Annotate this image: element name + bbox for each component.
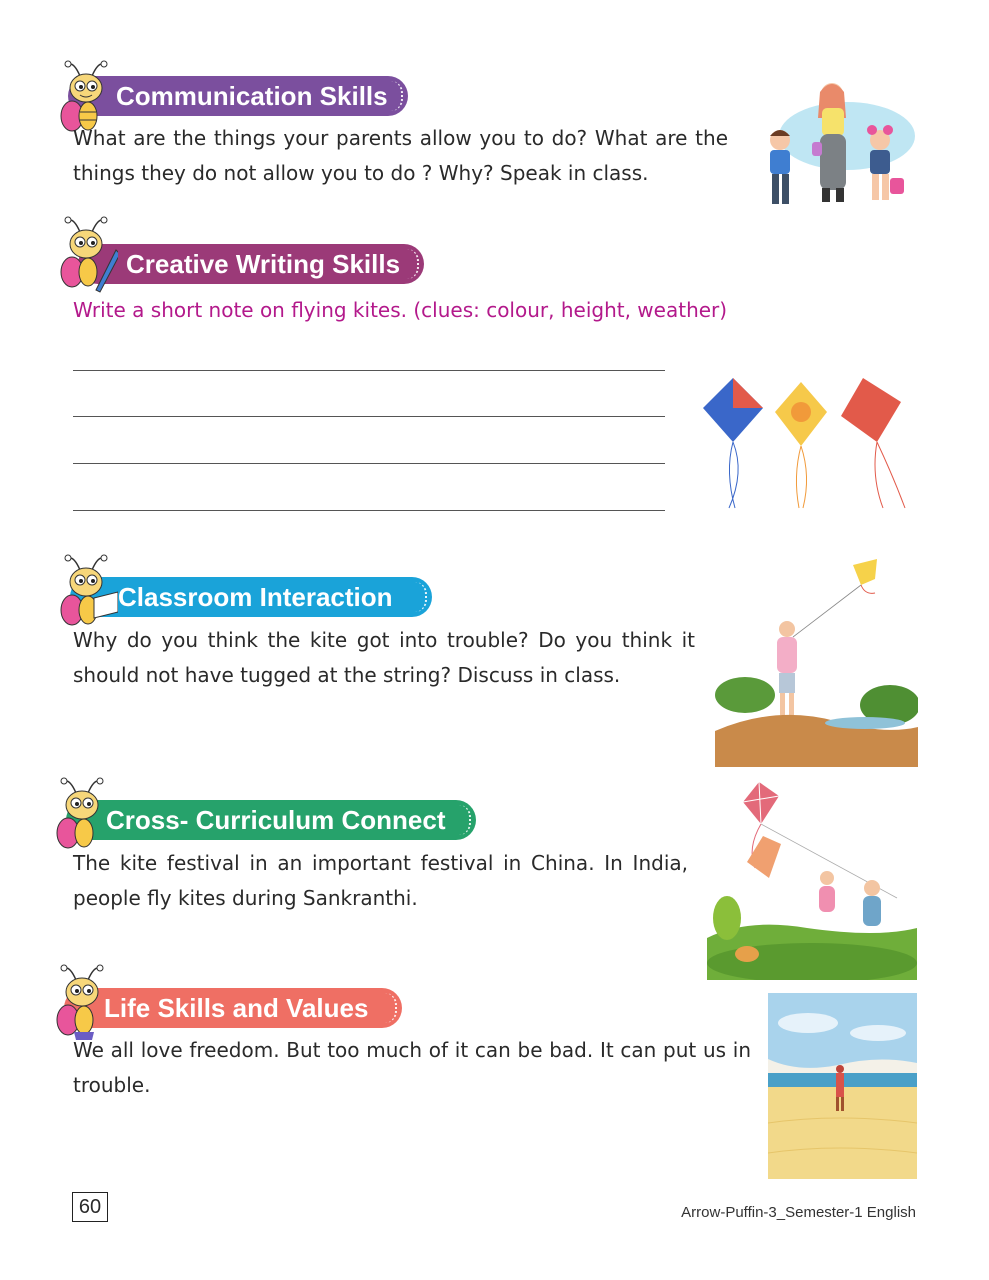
communication-title: Communication Skills — [116, 81, 388, 111]
communication-banner — [68, 76, 408, 116]
classroom-text: Why do you think the kite got into trouble? Do you think it should not have tugged at the string? Discuss in class. — [73, 628, 695, 687]
cross-title: Cross- Curriculum Connect — [106, 805, 446, 835]
writing-line[interactable] — [73, 463, 665, 464]
life-text: We all love freedom. But too much of it can be bad. It can put us in trouble. — [73, 1038, 751, 1097]
bee-mascot-with-book-icon — [58, 552, 118, 632]
classroom-banner — [70, 577, 432, 617]
classroom-title: Classroom Interaction — [118, 582, 393, 612]
beach-freedom-illustration — [768, 993, 917, 1179]
life-banner — [64, 988, 402, 1028]
family-walking-illustration — [752, 78, 917, 216]
creative-banner — [78, 244, 424, 284]
writing-line[interactable] — [73, 416, 665, 417]
boy-flying-kite-illustration — [715, 555, 918, 767]
cross-text: The kite festival in an important festival in China. In India, people fly kites during Sankranthi. — [73, 851, 688, 910]
book-title-footer: Arrow-Puffin-3_Semester-1 English — [681, 1204, 916, 1221]
bee-mascot-icon — [54, 962, 114, 1042]
bee-mascot-with-pencil-icon — [58, 214, 118, 294]
page-number: 60 — [72, 1192, 108, 1222]
writing-line[interactable] — [73, 370, 665, 371]
life-title: Life Skills and Values — [104, 993, 369, 1023]
writing-line[interactable] — [73, 510, 665, 511]
communication-text: What are the things your parents allow you to do? What are the things they do not allow you to do ? Why? Speak in class. — [73, 126, 728, 185]
creative-prompt: Write a short note on flying kites. (clues: colour, height, weather) — [73, 298, 728, 322]
creative-title: Creative Writing Skills — [126, 249, 401, 279]
bee-mascot-icon — [54, 775, 114, 855]
children-flying-kites-illustration — [707, 778, 917, 980]
three-kites-illustration — [695, 372, 913, 512]
cross-banner — [66, 800, 476, 840]
